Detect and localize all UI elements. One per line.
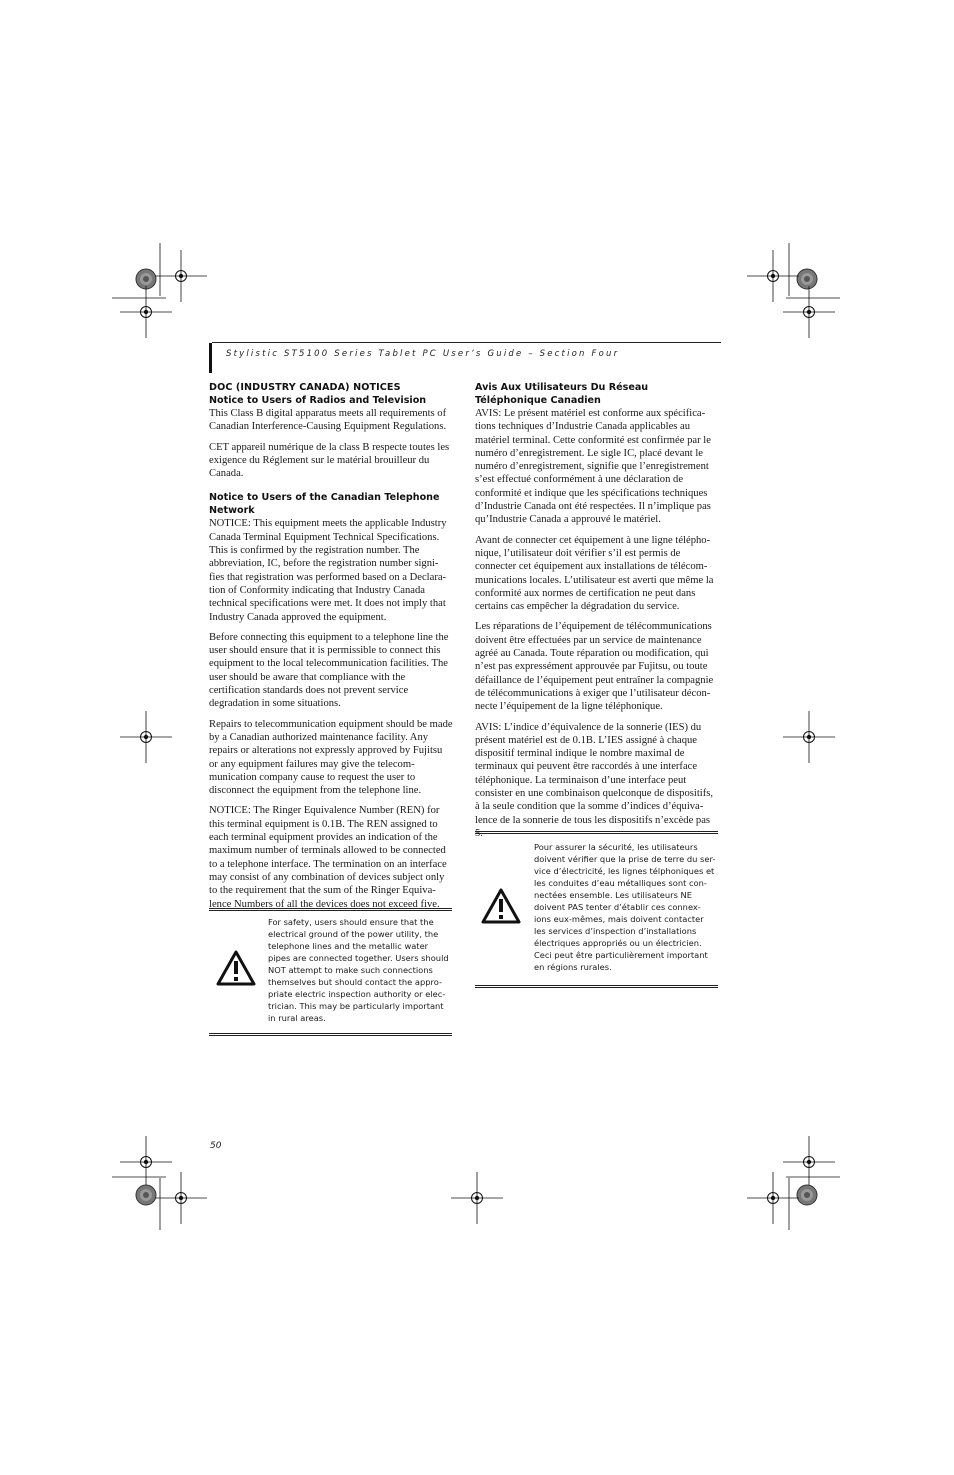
section-heading-french: Avis Aux Utilisateurs Du Réseau: [475, 382, 649, 393]
paragraph: Avant de connecter cet équipement à une ligne télépho-nique, l’utilisateur doit vérifier s’il est permis de connecter cet équipement aux installations de télécom-munications locales. L’utilisateur est averti que même la conformité aux normes de certification ne peut dans certains cas empêcher la dégradation du service.: [475, 534, 714, 613]
paragraph: Les réparations de l’équipement de télécommunications doivent être effectuées par un service de maintenance agréé au Canada. Toute réparation ou modification, qui n’est pas expressément approuvée par Fujitsu, ou toute défaillance de l’équipement peut entraîner la compagnie de télécommunications à exiger que l’utilisateur décon-necte l’équipement de la ligne téléphonique.: [475, 621, 714, 713]
paragraph: Before connecting this equipment to a telephone line the user should ensure that it is permissible to connect this equipment to the local telecommunication facilities. The user should be aware that compliance with the certification standards does not prevent service degradation in some situations.: [209, 631, 449, 710]
paragraph: CET appareil numérique de la class B respecte toutes les exigence du Réglement sur le matérial brouilleur du Canada.: [209, 441, 450, 480]
caution-rule-top: [209, 908, 452, 911]
caution-rule-bottom: [475, 985, 718, 988]
caution-box-english: [209, 908, 452, 1036]
running-head: Stylistic ST5100 Series Tablet PC User’s Guide – Section Four: [226, 349, 620, 359]
section-heading-french-line2: Téléphonique Canadien: [475, 395, 601, 406]
caution-box-french: [475, 831, 718, 988]
paragraph: NOTICE: The Ringer Equivalence Number (REN) for this terminal equipment is 0.1B. The REN assigned to each terminal equipment provides an indication of the maximum number of terminals allowed to be connected to a telephone interface. The termination on an interface may consist of any combination of devices subject only to the requirement that the sum of the Ringer Equiva-lence Numbers of all the devices does not exceed five.: [209, 805, 447, 910]
subheading-telephone-network: Notice to Users of the Canadian Telephone Network: [209, 492, 440, 517]
section-heading: DOC (INDUSTRY CANADA) NOTICES: [209, 382, 401, 393]
left-column: [209, 381, 453, 918]
paragraph: Repairs to telecommunication equipment should be made by a Canadian authorized maintenance facility. Any repairs or alterations not expressly approved by Fujitsu or any equipment failures may give the telecom-munication company cause to request the user to disconnect the equipment from the telephone line.: [209, 718, 453, 797]
caution-text: For safety, users should ensure that the electrical ground of the power utility, the telephone lines and the metallic water pipes are connected together. Users should NOT attempt to make such connections themselves but should contact the appro-priate electric inspection authority or elec-trician. This may be particularly important in rural areas.: [268, 917, 449, 1023]
caution-rule-bottom: [209, 1033, 452, 1036]
paragraph: AVIS: L’indice d’équivalence de la sonnerie (IES) du présent matériel est de 0.1B. L’IES assigné à chaque dispositif terminal indique le nombre maximal de terminaux qui peuvent être raccordés à une interface téléphonique. La terminaison d’une interface peut consister en une combinaison quelconque de dispositifs, à la seule condition que la somme d’indices d’équiva-lence de la sonnerie de tous les dispositifs n’excède pas 5.: [475, 721, 714, 839]
warning-triangle-icon: [216, 950, 256, 991]
subheading-radio-tv: Notice to Users of Radios and Television: [209, 395, 427, 406]
right-column: [475, 381, 719, 847]
caution-text: Pour assurer la sécurité, les utilisateurs doivent vérifier que la prise de terre du ser-vice d’électricité, les lignes télphoniques et les conduites d’eau métalliques sont con-nectées ensemble. Les utilisateurs NE doivent PAS tenter d’établir ces connex-ions eux-mêmes, mais doivent contacter les services d’inspection d’installations électriques appropriés ou un électricien. Ceci peut être particulièrement important en régions rurales.: [534, 842, 716, 972]
paragraph: AVIS: Le présent matériel est conforme aux spécifica-tions techniques d’Industrie Canada applicables au matériel terminal. Cette conformité est confirmée par le numéro d’enregistrement. Le sigle IC, placé devant le numéro d’enregistrement, signifie que l’enregistrement s’est effectué conformément à une déclaration de conformité et indique que les spécifications techniques d’Industrie Canada ont été respectées. Il n’implique pas qu’Industrie Canada a approuvé le matériel.: [475, 408, 711, 526]
header-rule: [212, 342, 721, 343]
page-number: 50: [210, 1141, 222, 1151]
header-tab-marker: [209, 343, 212, 373]
paragraph: This Class B digital apparatus meets all requirements of Canadian Interference-Causing Equipment Regulations.: [209, 408, 447, 433]
warning-triangle-icon: [481, 888, 521, 929]
caution-rule-top: [475, 831, 718, 834]
paragraph: NOTICE: This equipment meets the applicable Industry Canada Terminal Equipment Technical Specifications. This is confirmed by the registration number. The abbreviation, IC, before the registration number signi-fies that registration was performed based on a Declara-tion of Conformity indicating that Industry Canada technical specifications were met. It does not imply that Industry Canada approved the equipment.: [209, 518, 447, 623]
